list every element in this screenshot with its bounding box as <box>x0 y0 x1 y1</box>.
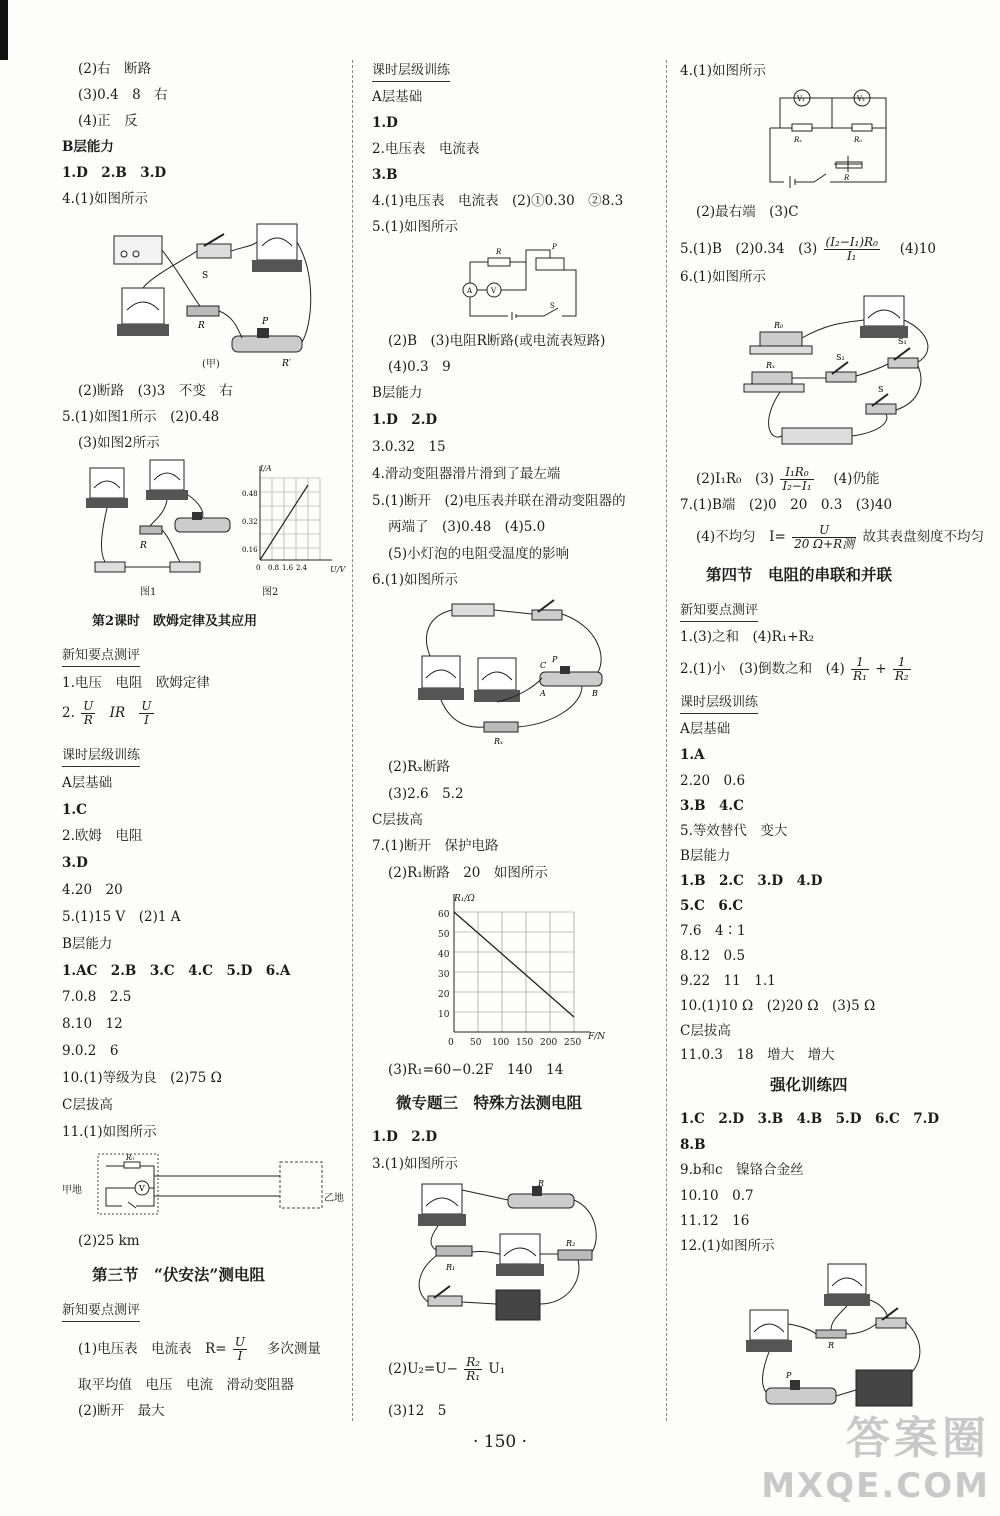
graph-y-label: R₁/Ω <box>454 894 475 904</box>
section-title: 第三节 “伏安法”测电阻 <box>92 1265 265 1284</box>
answer-line: 10.(1)等级为良 (2)75 Ω <box>62 1070 222 1086</box>
svg-text:Rₓ: Rₓ <box>494 737 503 746</box>
section-header: 课时层级训练 <box>680 694 758 714</box>
svg-text:R₀: R₀ <box>854 136 863 144</box>
svg-text:S₁: S₁ <box>898 337 907 346</box>
answer-line: 2. $\frac{U}{R}$ IR $\frac{U}{I}$ <box>62 699 152 727</box>
circuit-figure-1 <box>70 458 240 588</box>
answer-line: 7.(1)B端 (2)0 20 0.3 (3)40 <box>680 497 893 513</box>
y-tick: 20 <box>438 990 450 1000</box>
svg-text:R₀: R₀ <box>126 1154 135 1162</box>
fraction: $\frac{U}{R}$ <box>83 699 94 727</box>
answer-line: (2)断路 (3)3 不变 右 <box>78 383 233 399</box>
svg-text:S: S <box>550 302 555 310</box>
location-label: 甲地 <box>62 1185 82 1196</box>
answer-line: 3.B <box>372 167 398 183</box>
answer-line: (4)0.3 9 <box>388 359 451 375</box>
level-heading: B层能力 <box>62 936 113 952</box>
level-heading: C层拔高 <box>62 1097 113 1113</box>
section-header: 课时层级训练 <box>62 747 140 767</box>
answer-line: 6.(1)如图所示 <box>680 269 767 285</box>
circuit-figure-jia <box>112 216 322 376</box>
circuit-figure-q6 <box>412 596 612 746</box>
level-heading: B层能力 <box>680 848 731 864</box>
svg-text:0.32: 0.32 <box>242 518 258 526</box>
level-heading: A层基础 <box>372 89 423 105</box>
svg-text:B: B <box>592 689 598 698</box>
level-heading: A层基础 <box>680 721 731 737</box>
answer-line: (5)小灯泡的电阻受温度的影响 <box>388 546 570 562</box>
answer-line: 10.(1)10 Ω (2)20 Ω (3)5 Ω <box>680 998 876 1014</box>
answer-line: 5.(1)B (2)0.34 (3) $\frac{\text{(I₂−I₁)R₀}}{\text{I₁}}$ (4)10 <box>680 235 937 263</box>
y-tick: 30 <box>438 970 450 980</box>
answer-line: (2)U₂=U− $\frac{\text{R₂}}{\text{R₁}}$ U₁ <box>388 1355 506 1383</box>
location-label: 乙地 <box>324 1193 344 1204</box>
answer-line: 4.(1)如图所示 <box>62 191 149 207</box>
y-tick: 40 <box>438 950 450 960</box>
figure-caption: (甲) <box>202 359 220 370</box>
answer-line: (2)25 km <box>78 1233 140 1249</box>
circuit-diagram-q5 <box>458 242 588 324</box>
svg-text:R′: R′ <box>282 359 291 369</box>
section-title: 第四节 电阻的串联和并联 <box>706 565 893 584</box>
fraction: $\frac{1}{\text{R₂}}$ <box>894 655 909 683</box>
answer-line: 1.D 2.B 3.D <box>62 165 167 181</box>
answer-line: 取平均值 电压 电流 滑动变阻器 <box>78 1377 294 1393</box>
watermark-logo-text: 答案圈 <box>846 1413 990 1464</box>
svg-text:0.16: 0.16 <box>242 546 258 554</box>
answer-line: 1.B 2.C 3.D 4.D <box>680 873 823 889</box>
answer-line: 6.(1)如图所示 <box>372 572 459 588</box>
level-heading: C层拔高 <box>372 812 423 828</box>
iu-graph <box>240 460 340 585</box>
svg-text:P: P <box>552 655 558 664</box>
graph-x-label: F/N <box>588 1032 606 1042</box>
answer-line: (2)B (3)电阻R断路(或电流表短路) <box>388 333 606 349</box>
topic-title: 微专题三 特殊方法测电阻 <box>396 1093 583 1112</box>
site-watermark <box>761 1402 990 1506</box>
section-header: 新知要点测评 <box>62 1302 140 1322</box>
svg-text:P: P <box>552 243 557 251</box>
svg-text:0: 0 <box>256 564 261 572</box>
line-fault-figure <box>62 1148 342 1220</box>
svg-text:Rₓ: Rₓ <box>794 136 802 144</box>
svg-text:V: V <box>491 287 497 295</box>
svg-text:P: P <box>262 317 269 327</box>
graph-x-label: U/V <box>330 565 346 574</box>
svg-text:C: C <box>540 661 547 670</box>
x-tick: 200 <box>540 1038 558 1048</box>
svg-text:R₁: R₁ <box>446 1263 456 1272</box>
answer-line: 1.D <box>372 115 398 131</box>
answer-line: 1.电压 电阻 欧姆定律 <box>62 675 210 691</box>
page-edge-mark <box>0 0 8 60</box>
lesson-title: 第2课时 欧姆定律及其应用 <box>92 614 258 629</box>
section-header: 新知要点测评 <box>680 602 758 622</box>
answer-line: 1.C 2.D 3.B 4.B 5.D 6.C 7.D <box>680 1111 940 1127</box>
section-title: 强化训练四 <box>770 1075 848 1094</box>
x-tick: 150 <box>516 1038 534 1048</box>
svg-text:R₂: R₂ <box>566 1239 576 1248</box>
answer-line: 5.(1)断开 (2)电压表并联在滑动变阻器的 <box>372 493 626 509</box>
answer-line: 3.B 4.C <box>680 798 744 814</box>
svg-text:R: R <box>844 174 850 182</box>
circuit-figure-q12 <box>746 1262 936 1422</box>
fraction: $\frac{U}{\text{20 Ω+R测}}$ <box>794 523 855 551</box>
answer-line: 5.C 6.C <box>680 898 744 914</box>
answer-line: (2)R₁断路 20 如图所示 <box>388 865 548 881</box>
svg-text:Rₓ: Rₓ <box>766 361 775 370</box>
answer-line: 9.b和c 镍铬合金丝 <box>680 1162 804 1178</box>
circuit-figure-q6b <box>740 292 960 462</box>
svg-text:S: S <box>202 271 209 281</box>
answer-line: (2)I₁R₀ (3) $\frac{\text{I₁R₀}}{\text{I₂−I₁}}$ (4)仍能 <box>696 465 880 493</box>
answer-line: (3)12 5 <box>388 1403 447 1419</box>
answer-line: (2)断开 最大 <box>78 1403 165 1419</box>
answer-line: 两端了 (3)0.48 (4)5.0 <box>388 519 546 535</box>
answer-line: 2.(1)小 (3)倒数之和 (4) $\frac{1}{\text{R₁}}$ + $\frac{1}{\text{R₂}}$ <box>680 655 909 683</box>
svg-text:V₂: V₂ <box>857 95 865 103</box>
answer-line: 4.滑动变阻器滑片滑到了最左端 <box>372 466 561 482</box>
answer-line: 7.0.8 2.5 <box>62 989 132 1005</box>
answer-line: 2.欧姆 电阻 <box>62 828 143 844</box>
origin-tick: 0 <box>448 1038 454 1048</box>
fraction: $\frac{U}{I}$ <box>141 699 152 727</box>
answer-line: 3.D <box>62 855 88 871</box>
section-header: 课时层级训练 <box>372 62 450 82</box>
page-number: · 150 · <box>472 1432 528 1452</box>
x-tick: 100 <box>492 1038 510 1048</box>
answer-line: 3.(1)如图所示 <box>372 1156 459 1172</box>
answer-line: (3)R₁=60−0.2F 140 14 <box>388 1062 564 1078</box>
circuit-figure-topic3 <box>408 1180 618 1330</box>
svg-text:0.48: 0.48 <box>242 490 258 498</box>
svg-text:2.4: 2.4 <box>296 564 308 572</box>
answer-line: 8.B <box>680 1137 706 1153</box>
answer-line: 9.0.2 6 <box>62 1043 119 1059</box>
answer-line: 2.20 0.6 <box>680 773 746 789</box>
answer-line: 5.(1)15 V (2)1 A <box>62 909 181 925</box>
y-tick: 50 <box>438 930 450 940</box>
answer-line: 4.(1)电压表 电流表 (2)①0.30 ②8.3 <box>372 193 624 209</box>
answer-line: 4.(1)如图所示 <box>680 63 767 79</box>
column-divider <box>666 60 667 1421</box>
svg-text:0.8: 0.8 <box>268 564 280 572</box>
svg-text:V: V <box>139 1184 145 1193</box>
level-heading: C层拔高 <box>680 1023 731 1039</box>
svg-text:R: R <box>496 248 502 256</box>
answer-line: 11.12 16 <box>680 1213 750 1229</box>
answer-line: (4)不均匀 I= $\frac{U}{\text{20 Ω+R测}}$ 故其表盘刻度不均匀 <box>696 523 984 551</box>
section-header: 新知要点测评 <box>62 647 140 667</box>
answer-line: 5.(1)如图1所示 (2)0.48 <box>62 409 220 425</box>
y-tick: 60 <box>438 910 450 920</box>
graph-y-label: I/A <box>260 464 272 473</box>
answer-line: (2)最右端 (3)C <box>696 204 799 220</box>
svg-text:R: R <box>140 541 147 551</box>
answer-line: 1.AC 2.B 3.C 4.C 5.D 6.A <box>62 963 291 979</box>
x-tick: 250 <box>564 1038 582 1048</box>
answer-line: (1)电压表 电流表 R= $\frac{U}{I}$ 多次测量 <box>78 1335 321 1363</box>
fraction: $\frac{\text{(I₂−I₁)R₀}}{\text{I₁}}$ <box>825 235 878 263</box>
level-heading: B层能力 <box>372 385 423 401</box>
svg-text:R₀: R₀ <box>774 321 784 330</box>
column-divider <box>352 60 353 1421</box>
answer-line: 7.6 4∶1 <box>680 923 746 939</box>
svg-text:A: A <box>540 689 546 698</box>
resistance-force-graph <box>432 888 602 1038</box>
y-tick: 10 <box>438 1010 450 1020</box>
answer-line: 1.D 2.D <box>372 1129 438 1145</box>
answer-line: 7.(1)断开 保护电路 <box>372 838 499 854</box>
fraction: $\frac{\text{I₁R₀}}{\text{I₂−I₁}}$ <box>782 465 812 493</box>
svg-text:V₁: V₁ <box>797 95 805 103</box>
svg-text:R: R <box>538 1180 545 1188</box>
level-heading: B层能力 <box>62 139 114 155</box>
svg-text:S: S <box>878 385 884 394</box>
answer-line: 10.10 0.7 <box>680 1188 754 1204</box>
watermark-url: MXQE.COM <box>761 1466 990 1506</box>
answer-line: 1.C <box>62 802 87 818</box>
answer-line: 9.22 11 1.1 <box>680 973 776 989</box>
answer-line: 12.(1)如图所示 <box>680 1238 775 1254</box>
answer-line: 2.电压表 电流表 <box>372 141 480 157</box>
svg-text:P: P <box>786 1371 792 1380</box>
svg-text:1.6: 1.6 <box>282 564 294 572</box>
answer-line: (2)Rₓ断路 <box>388 759 451 775</box>
answer-line: 1.(3)之和 (4)R₁+R₂ <box>680 629 815 645</box>
svg-text:S₂: S₂ <box>836 353 845 362</box>
figure-caption: 图1 <box>140 587 157 598</box>
fraction: $\frac{\text{R₂}}{\text{R₁}}$ <box>466 1355 481 1383</box>
answer-line: 5.等效替代 变大 <box>680 823 788 839</box>
answer-line: 1.A <box>680 747 705 763</box>
answer-line: 11.(1)如图所示 <box>62 1124 157 1140</box>
answer-line: (3)0.4 8 右 <box>78 87 168 103</box>
answer-line: 11.0.3 18 增大 增大 <box>680 1047 835 1063</box>
circuit-diagram-q4 <box>764 86 894 196</box>
answer-line: 4.20 20 <box>62 882 123 898</box>
svg-text:R: R <box>198 321 205 331</box>
answer-line: 8.10 12 <box>62 1016 123 1032</box>
x-tick: 50 <box>470 1038 482 1048</box>
answer-line: 5.(1)如图所示 <box>372 219 459 235</box>
level-heading: A层基础 <box>62 775 113 791</box>
answer-line: (4)正 反 <box>78 113 138 129</box>
answer-line: 1.D 2.D <box>372 412 438 428</box>
answer-line: (3)如图2所示 <box>78 435 160 451</box>
fraction: $\frac{1}{\text{R₁}}$ <box>853 655 867 683</box>
answer-line: 8.12 0.5 <box>680 948 746 964</box>
figure-caption: 图2 <box>262 587 279 598</box>
svg-text:A: A <box>467 287 473 295</box>
answer-line: (3)2.6 5.2 <box>388 786 464 802</box>
svg-text:R: R <box>828 1341 835 1350</box>
answer-line: (2)右 断路 <box>78 61 152 77</box>
answer-line: 3.0.32 15 <box>372 439 446 455</box>
fraction: $\frac{U}{I}$ <box>234 1335 246 1363</box>
